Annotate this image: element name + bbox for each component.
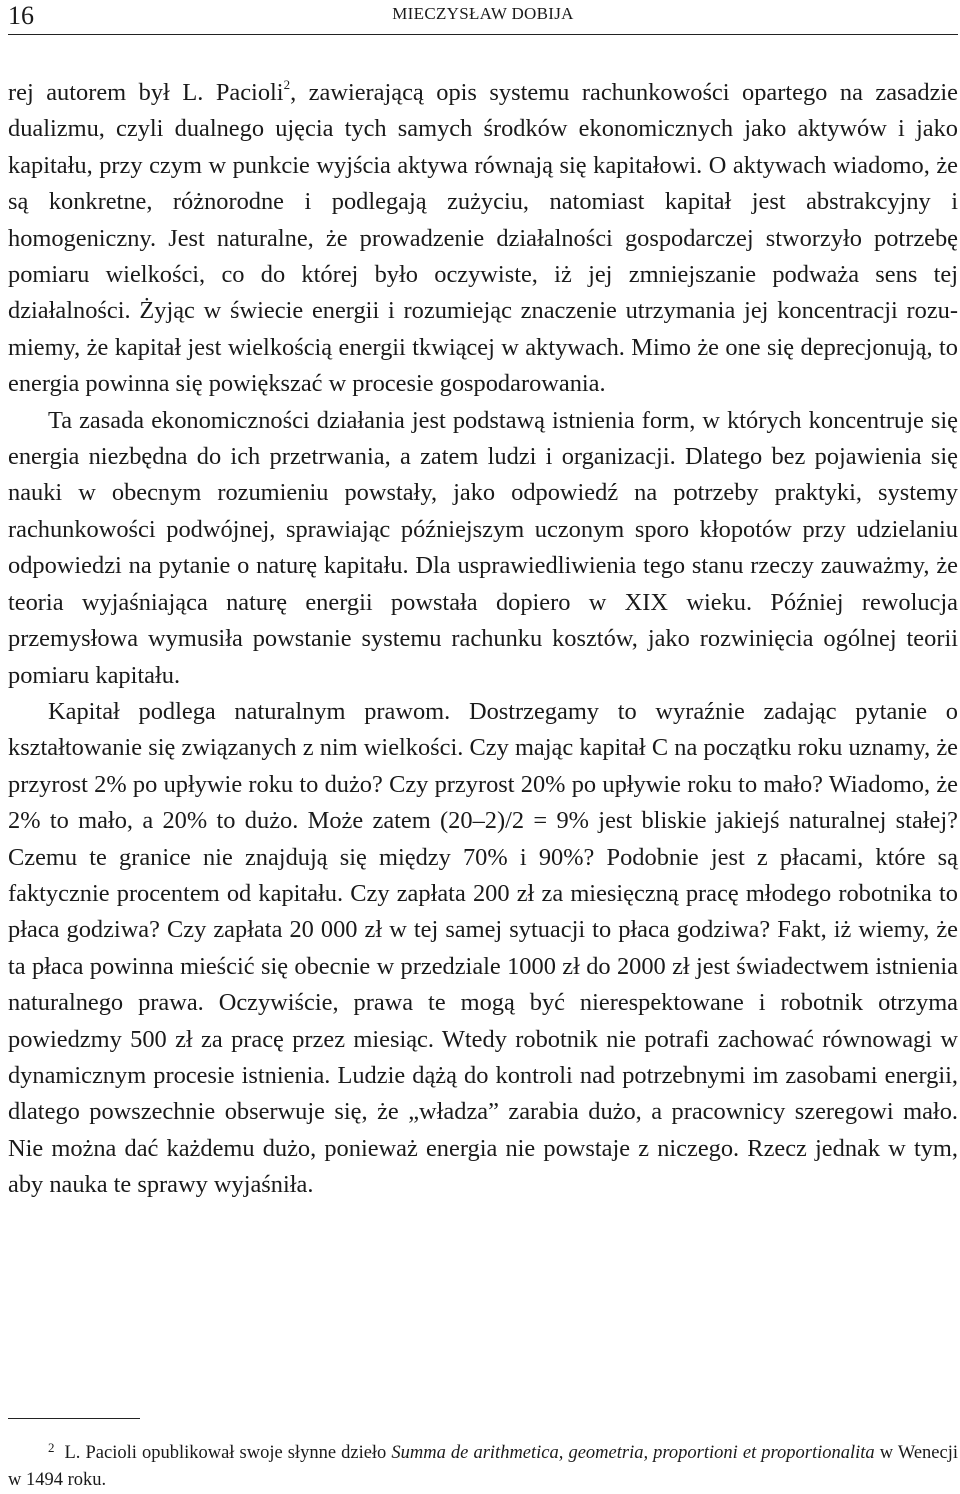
footnote-text-start: L. Pacioli opublikował swoje słynne dzieło [64, 1443, 392, 1463]
paragraph-1-start: rej autorem był L. Pacioli [8, 79, 284, 106]
footnote [8, 1434, 958, 1494]
paragraph-1-rest: , zawierającą opis systemu rachunkowości opartego na zasadzie dualizmu, czyli dualnego ujęcia tych samych środków ekonomicznych jako aktywów i jako kapitału, przy czym w punkcie wyjścia aktywa równają się kapitałowi. O aktywach wiadomo, że są konkretne, różnorodne i podlegają zużyciu, natomiast kapitał jest abstrakcyjny i homogeniczny. Jest naturalne, że prowadzenie działalności gospodarczej stworzyło potrzebę pomiaru wielkości, co do której było oczywiste, iż jej zmniejszanie podważa sens tej działalności. Żyjąc w świecie energii i rozumiejąc znaczenie utrzymania jej koncentracji rozumiemy, że kapitał jest wielkością energii tkwiącej w aktywach. Mimo że one się deprecjonują, to energia powinna się powiększać w procesie gospodarowania. [8, 79, 958, 398]
page-header [8, 0, 958, 35]
running-head-author: MIECZYSŁAW DOBIJA [392, 4, 574, 23]
footnote-marker: 2 [48, 1440, 55, 1455]
footnote-text-end: w Wenecji w 1494 roku. [8, 1443, 958, 1490]
footnote-separator [8, 1418, 140, 1419]
body-text [8, 67, 958, 1204]
page-number: 16 [8, 1, 34, 30]
footnote-reference[interactable]: 2 [283, 77, 291, 92]
footnote-book-title: Summa de arithmetica, geometria, proportioni et proportionalita [391, 1443, 875, 1463]
paragraph-3: Kapitał podlega naturalnym prawom. Dostrzegamy to wyraźnie zadając pytanie o kształtowanie się związanych z nim wielkości. Czy mając kapitał C na początku roku uznamy, że przyrost 2% po upływie roku to dużo? Czy przyrost 20% po upływie roku to mało? Wiadomo, że 2% to mało, a 20% to dużo. Może zatem (20–2)/2 = 9% jest bliskie jakiejś naturalnej stałej? Czemu te granice nie znajdują się między 70% i 90%? Podobnie jest z płacami, które są faktycznie procentem od kapitału. Czy zapłata 200 zł za miesięczną pracę młodego robotnika to płaca godziwa? Czy zapłata 20 000 zł w tej samej sytuacji to płaca godziwa? Fakt, iż wiemy, że ta płaca powinna mieścić się obecnie w przedziale 1000 zł do 2000 zł jest świadectwem istnienia naturalnego prawa. Oczywiście, prawa te mogą być nierespektowane i robotnik otrzyma powiedzmy 500 zł za pracę przez miesiąc. Wtedy robotnik nie potrafi zachować równowagi w dynamicznym procesie istnienia. Ludzie dążą do kontroli nad potrzebnymi im zasobami energii, dlatego powszechnie obserwuje się, że „władza” zarabia dużo, a pracownicy szeregowi mało. Nie można dać każdemu dużo, ponieważ energia nie powstaje z niczego. Rzecz jednak w tym, aby nauka te sprawy wyjaśniła. [8, 697, 958, 1199]
paragraph-1 [8, 67, 958, 403]
paragraph-2: Ta zasada ekonomiczności działania jest podstawą istnienia form, w których koncentruje się energia niezbędna do ich przetrwania, a zatem ludzi i organizacji. Dlatego bez pojawienia się nauki w obecnym rozumieniu powstały, jako odpowiedź na potrzeby praktyki, systemy rachunkowości podwójnej, sprawiając późniejszym uczonym sporo kłopotów przy udzielaniu odpowiedzi na pytanie o naturę kapitału. Dla usprawiedliwienia tego stanu rzeczy zauważmy, że teoria wyjaśniająca naturę energii powstała dopiero w XIX wieku. Później rewolucja przemysłowa wymusiła powstanie systemu rachunku kosztów, jako rozwinięcia ogólnej teorii pomiaru kapitału. [8, 406, 958, 689]
